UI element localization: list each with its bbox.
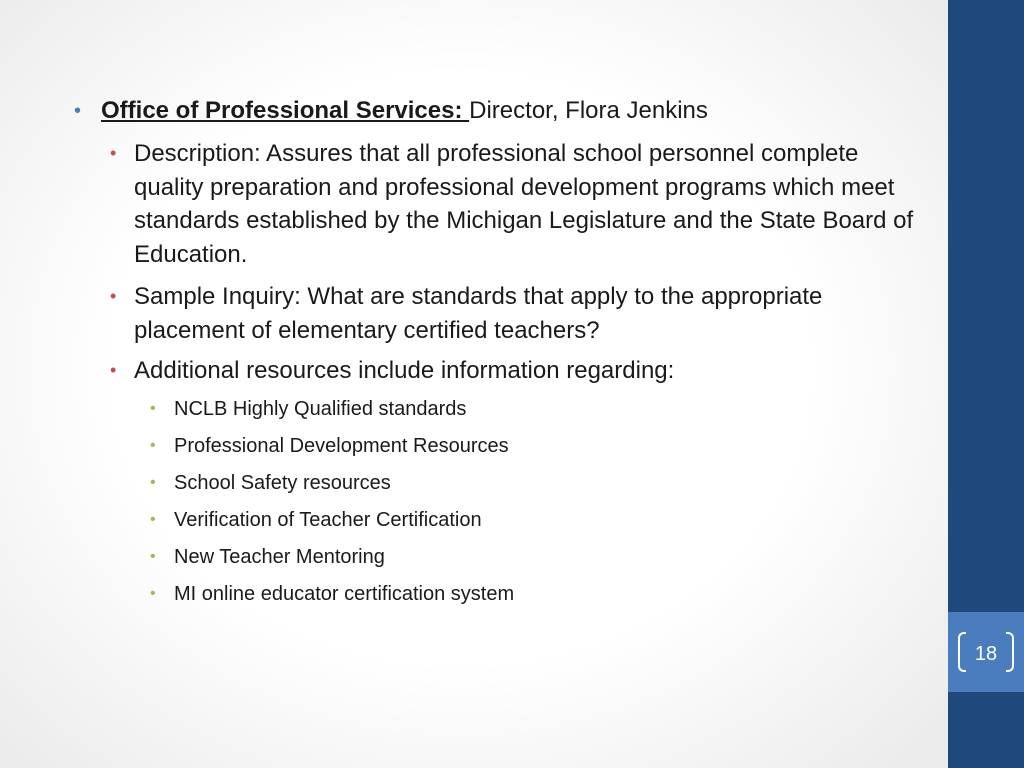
- bullet-icon: •: [150, 474, 156, 491]
- page-number-box: [948, 612, 1024, 692]
- description-bullet: [110, 137, 924, 271]
- bullet-icon: •: [150, 548, 156, 565]
- bullet-icon: •: [110, 360, 117, 380]
- bullet-icon: •: [110, 143, 117, 163]
- bullet-icon: •: [74, 100, 82, 122]
- additional-resources-text: Additional resources include information regarding:: [134, 357, 675, 384]
- bullet-icon: •: [150, 511, 156, 528]
- additional-resources-bullet: [110, 354, 924, 388]
- resource-item-label: MI online educator certification system: [174, 583, 515, 605]
- resource-item-label: Professional Development Resources: [174, 435, 509, 457]
- bullet-icon: •: [110, 286, 117, 306]
- right-sidebar: [948, 0, 1024, 768]
- resource-item: [150, 544, 874, 570]
- bullet-icon: •: [150, 437, 156, 454]
- main-bullet: [74, 96, 921, 126]
- resource-item: [150, 470, 874, 496]
- page-number: 18: [974, 643, 998, 665]
- resource-item: [150, 581, 874, 607]
- bullet-icon: •: [150, 585, 156, 602]
- director-text: Director, Flora Jenkins: [469, 97, 708, 124]
- resource-item-label: Verification of Teacher Certification: [174, 509, 482, 531]
- resource-item: [150, 396, 874, 422]
- resource-item-label: NCLB Highly Qualified standards: [174, 398, 467, 420]
- office-title: Office of Professional Services:: [101, 97, 470, 124]
- description-text: Description: Assures that all professional school personnel complete quality preparation and professional development programs which meet standards established by the Michigan Legislature and the State Board of Education.: [134, 140, 914, 268]
- resource-item: [150, 433, 874, 459]
- bullet-icon: •: [150, 400, 156, 417]
- resource-item-label: New Teacher Mentoring: [174, 546, 385, 568]
- resource-item-label: School Safety resources: [174, 472, 391, 494]
- sample-inquiry-text: Sample Inquiry: What are standards that apply to the appropriate placement of elementary certified teachers?: [134, 283, 823, 344]
- resource-item: [150, 507, 874, 533]
- sample-inquiry-bullet: [110, 280, 924, 347]
